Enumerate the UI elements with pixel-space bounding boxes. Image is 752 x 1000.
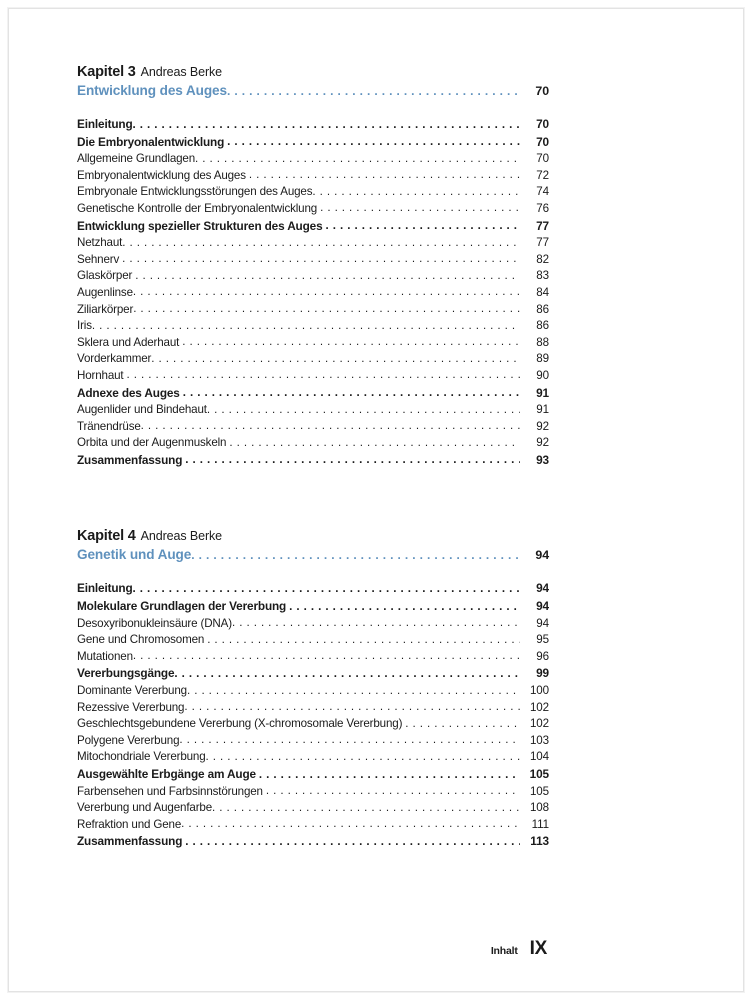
leader-dots: [195, 151, 520, 168]
leader-dots: [183, 385, 520, 402]
toc-entry-row[interactable]: [77, 683, 549, 700]
toc-entry-page-number: 91: [536, 403, 549, 417]
page-folio-number: IX: [529, 938, 547, 959]
leader-dots: [289, 599, 520, 616]
toc-entry-page-number: 70: [536, 134, 549, 149]
toc-entry-page-number: 92: [536, 419, 549, 433]
leader-dots: [405, 716, 520, 733]
toc-entry-label: Sklera und Aderhaut: [77, 335, 180, 349]
chapter-author: Andreas Berke: [140, 529, 223, 544]
table-of-contents: [77, 63, 549, 851]
toc-section-row[interactable]: [77, 116, 549, 134]
toc-entry-label: Dominante Vererbung: [77, 684, 187, 698]
toc-entry-page-number: 77: [536, 236, 549, 250]
toc-entry-label: Embryonalentwicklung des Auges: [77, 168, 246, 182]
toc-entry-page-number: 100: [529, 684, 549, 698]
toc-entry-page-number: 113: [530, 834, 549, 849]
toc-section-row[interactable]: [77, 134, 549, 152]
toc-entry-page-number: 74: [536, 185, 549, 199]
toc-entry-page-number: 77: [536, 218, 549, 233]
toc-entry-page-number: 72: [536, 168, 549, 182]
leader-dots: [249, 167, 520, 184]
toc-entry-label: Netzhaut: [77, 236, 123, 250]
toc-entry-label: Allgemeine Grundlagen: [77, 152, 196, 166]
leader-dots: [133, 284, 520, 301]
leader-dots: [312, 184, 520, 201]
leader-dots: [133, 581, 520, 598]
toc-entry-page-number: 93: [536, 452, 549, 467]
toc-entry-label: Ziliarkörper: [77, 302, 134, 316]
toc-entry-row[interactable]: [77, 402, 549, 419]
leader-dots: [227, 134, 520, 151]
toc-entry-page-number: 94: [536, 616, 549, 630]
toc-entry-page-number: 76: [536, 201, 549, 215]
leader-dots: [141, 418, 520, 435]
toc-entry-page-number: 104: [529, 750, 549, 764]
leader-dots: [212, 800, 520, 817]
toc-entry-row[interactable]: [77, 151, 549, 168]
toc-entry-page-number: 86: [536, 302, 549, 316]
toc-section-row[interactable]: [77, 833, 549, 851]
leader-dots: [207, 632, 520, 649]
toc-entry-row[interactable]: [77, 318, 549, 335]
leader-dots: [135, 268, 520, 285]
toc-entry-page-number: 102: [529, 700, 549, 714]
chapter-page-number: 70: [535, 84, 549, 98]
leader-dots: [133, 301, 520, 318]
toc-entry-label: Einleitung: [77, 581, 133, 596]
leader-dots: [184, 699, 520, 716]
leader-dots: [151, 351, 520, 368]
toc-entry-page-number: 94: [536, 599, 549, 614]
toc-entry-label: Mitochondriale Vererbung: [77, 750, 206, 764]
chapter-author: Andreas Berke: [140, 65, 223, 79]
toc-entry-page-number: 108: [529, 801, 549, 815]
toc-section-row[interactable]: [77, 665, 549, 683]
toc-entry-label: Embryonale Entwicklungsstörungen des Auges: [77, 185, 313, 199]
toc-entry-label: Vererbungsgänge: [77, 666, 175, 681]
leader-dots: [122, 235, 520, 252]
toc-entry-page-number: 96: [536, 649, 549, 663]
toc-entry-row[interactable]: [77, 302, 549, 319]
leader-dots: [92, 318, 520, 335]
leader-dots: [174, 666, 520, 683]
toc-entry-row[interactable]: [77, 784, 549, 801]
toc-entry-label: Die Embryonalentwicklung: [77, 134, 225, 149]
toc-entry-row[interactable]: [77, 368, 549, 385]
toc-entry-label: Entwicklung spezieller Strukturen des Auges: [77, 218, 323, 233]
toc-section-row[interactable]: [77, 580, 549, 598]
toc-section-row[interactable]: [77, 385, 549, 403]
toc-entry-row[interactable]: [77, 184, 549, 201]
toc-entry-page-number: 95: [536, 633, 549, 647]
toc-entry-label: Vererbung und Augenfarbe: [77, 801, 212, 815]
toc-entry-label: Augenlinse: [77, 285, 133, 299]
leader-dots: [179, 732, 520, 749]
leader-dots: [259, 767, 520, 784]
toc-entry-label: Sehnerv: [77, 252, 120, 266]
toc-entry-row[interactable]: [77, 716, 549, 733]
toc-entry-label: Mutationen: [77, 649, 133, 663]
toc-entry-label: Gene und Chromosomen: [77, 633, 205, 647]
leader-dots: [232, 615, 520, 632]
leader-dots: [229, 435, 520, 452]
page-sheet: [8, 8, 744, 992]
toc-entry-page-number: 83: [536, 269, 549, 283]
leader-dots: [133, 117, 520, 134]
chapter-number-label: Kapitel 4: [77, 528, 136, 545]
toc-entry-page-number: 86: [536, 319, 549, 333]
toc-entry-page-number: 94: [536, 581, 549, 596]
toc-entry-row[interactable]: [77, 733, 549, 750]
toc-entry-page-number: 84: [536, 285, 549, 299]
toc-entry-page-number: 70: [536, 152, 549, 166]
toc-entry-label: Hornhaut: [77, 368, 124, 382]
toc-entry-label: Einleitung: [77, 117, 133, 131]
toc-entry-label: Refraktion und Gene: [77, 817, 182, 831]
toc-entry-page-number: 102: [529, 717, 549, 731]
leader-dots: [185, 452, 520, 469]
toc-entry-label: Tränendrüse: [77, 419, 141, 433]
toc-entry-label: Iris: [77, 319, 92, 333]
toc-section-row[interactable]: [77, 766, 549, 784]
toc-entry-label: Desoxyribonukleinsäure (DNA): [77, 616, 232, 630]
leader-dots: [133, 648, 520, 665]
page-footer: [491, 938, 547, 960]
toc-entry-label: Glaskörper: [77, 269, 133, 283]
toc-entry-label: Molekulare Grundlagen der Vererbung: [77, 599, 287, 614]
footer-section-label: Inhalt: [490, 945, 518, 957]
toc-entry-row[interactable]: [77, 616, 549, 633]
leader-dots: [326, 218, 521, 235]
toc-entry-row[interactable]: [77, 201, 549, 218]
toc-entry-row[interactable]: [77, 435, 549, 452]
chapter-title: Entwicklung des Auges: [77, 83, 227, 98]
toc-entry-label: Ausgewählte Erbgänge am Auge: [77, 767, 256, 781]
leader-dots: [206, 749, 520, 766]
toc-entry-row[interactable]: [77, 335, 549, 352]
toc-entry-row[interactable]: [77, 649, 549, 666]
leader-dots: [320, 200, 520, 217]
chapter-page-number: 94: [535, 548, 549, 563]
toc-entry-row[interactable]: [77, 632, 549, 649]
toc-entry-label: Augenlider und Bindehaut: [77, 403, 207, 417]
toc-section-row[interactable]: [77, 452, 549, 470]
toc-entry-row[interactable]: [77, 749, 549, 766]
toc-entry-label: Orbita und der Augenmuskeln: [77, 436, 227, 450]
toc-entry-row[interactable]: [77, 700, 549, 717]
toc-entry-page-number: 90: [536, 368, 549, 382]
toc-entry-row[interactable]: [77, 235, 549, 252]
toc-entry-page-number: 103: [529, 733, 549, 747]
chapter-3-entries: [77, 116, 549, 469]
toc-entry-row[interactable]: [77, 268, 549, 285]
toc-entry-page-number: 92: [536, 436, 549, 450]
toc-entry-row[interactable]: [77, 817, 549, 834]
leader-dots: [181, 816, 520, 833]
chapter-block-4: [77, 527, 549, 851]
chapter-title: Genetik und Auge: [77, 547, 192, 563]
toc-entry-row[interactable]: [77, 285, 549, 302]
toc-entry-row[interactable]: [77, 252, 549, 269]
chapter-kicker: [77, 527, 549, 545]
toc-entry-row[interactable]: [77, 419, 549, 436]
leader-dots: [266, 783, 520, 800]
leader-dots: [185, 834, 520, 851]
leader-dots: [227, 82, 520, 100]
toc-entry-label: Vorderkammer: [77, 352, 152, 366]
toc-entry-label: Geschlechtsgebundene Vererbung (X-chromosomale Vererbung): [77, 717, 403, 731]
toc-entry-row[interactable]: [77, 168, 549, 185]
toc-entry-label: Adnexe des Auges: [77, 385, 180, 400]
toc-entry-label: Zusammenfassung: [77, 452, 183, 467]
toc-entry-label: Zusammenfassung: [77, 834, 183, 849]
toc-entry-row[interactable]: [77, 351, 549, 368]
leader-dots: [182, 334, 520, 351]
chapter-title-row[interactable]: [77, 546, 549, 564]
chapter-title-row[interactable]: [77, 82, 549, 100]
leader-dots: [207, 402, 520, 419]
toc-section-row[interactable]: [77, 218, 549, 236]
chapter-4-entries: [77, 580, 549, 851]
toc-entry-row[interactable]: [77, 800, 549, 817]
toc-entry-page-number: 105: [529, 767, 549, 781]
toc-entry-page-number: 111: [531, 817, 549, 831]
toc-entry-label: Polygene Vererbung: [77, 733, 180, 747]
toc-entry-page-number: 89: [536, 352, 549, 366]
leader-dots: [122, 251, 520, 268]
toc-entry-label: Farbensehen und Farbsinnstörungen: [77, 784, 263, 798]
toc-entry-page-number: 82: [536, 252, 549, 266]
toc-entry-page-number: 99: [536, 666, 549, 681]
toc-entry-page-number: 88: [536, 335, 549, 349]
chapter-kicker: [77, 63, 549, 81]
leader-dots: [127, 367, 521, 384]
toc-entry-page-number: 91: [536, 385, 549, 400]
leader-dots: [187, 683, 520, 700]
toc-entry-page-number: 70: [536, 117, 549, 131]
toc-section-row[interactable]: [77, 598, 549, 616]
chapter-block-3: [77, 63, 549, 469]
toc-entry-page-number: 105: [529, 784, 549, 798]
toc-entry-label: Rezessive Vererbung: [77, 700, 185, 714]
leader-dots: [191, 546, 520, 564]
chapter-number-label: Kapitel 3: [77, 64, 136, 80]
toc-entry-label: Genetische Kontrolle der Embryonalentwicklung: [77, 201, 318, 215]
